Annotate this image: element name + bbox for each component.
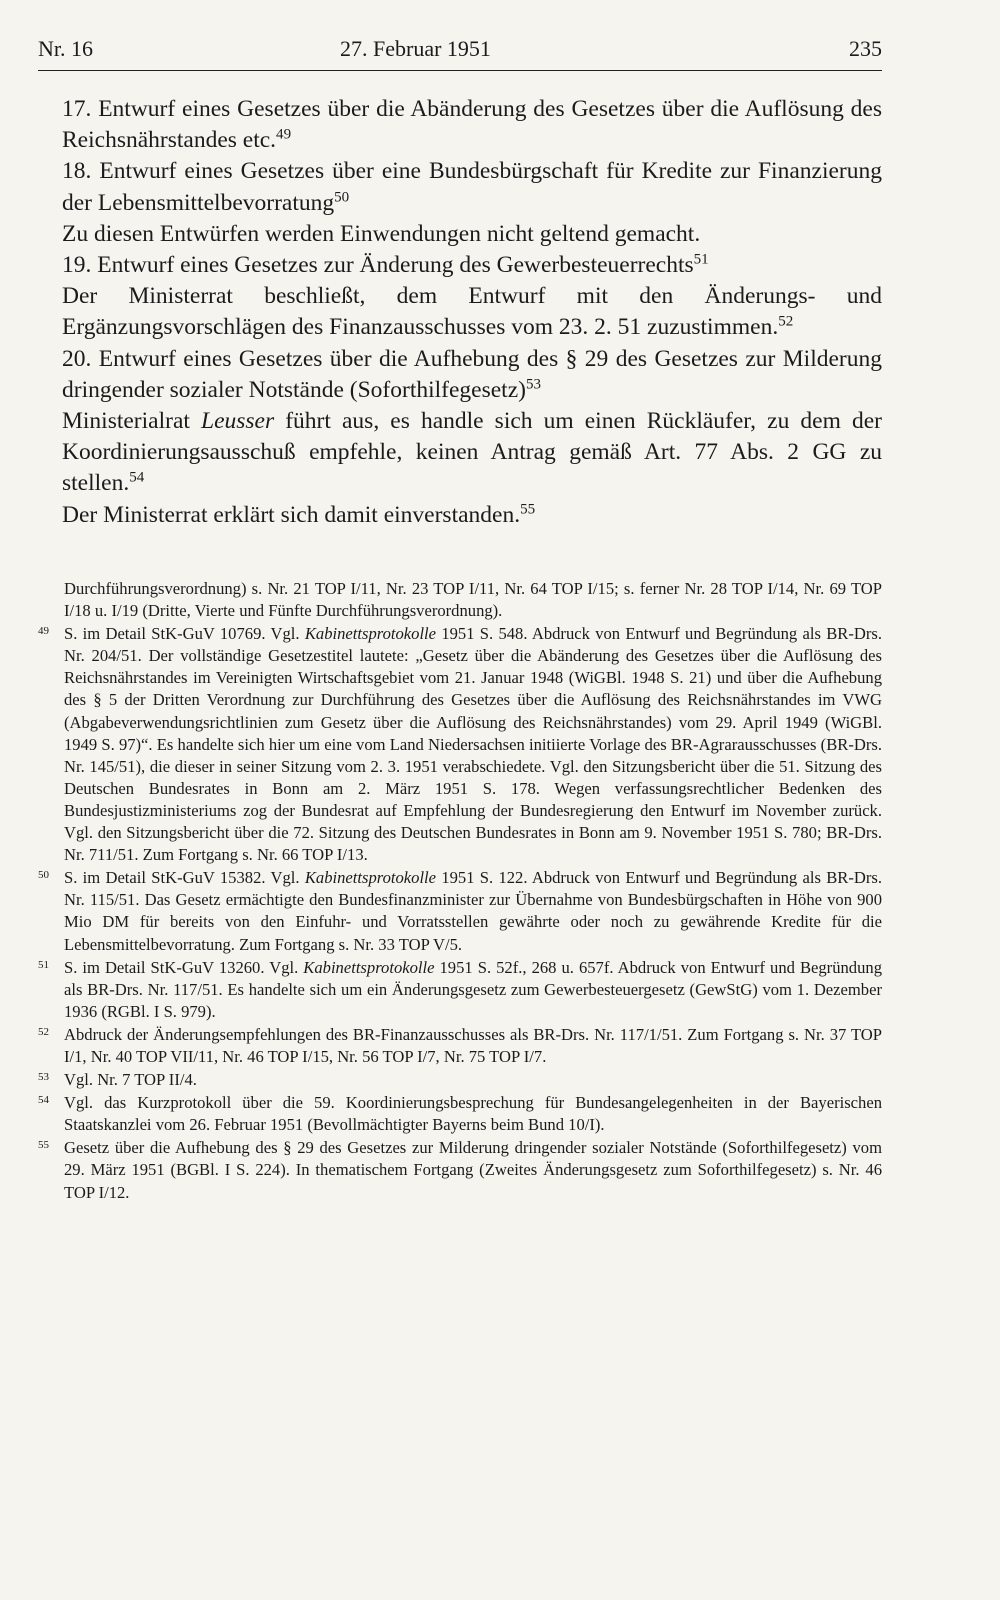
footnote-ref-52: 52	[778, 314, 794, 331]
footnote-ref-51: 51	[693, 251, 709, 268]
running-header	[38, 34, 882, 71]
footnote-50: 50 S. im Detail StK-GuV 15382. Vgl. Kabinettsprotokolle 1951 S. 122. Abdruck von Entwurf und Begründung als BR-Drs. Nr. 115/51. Das Gesetz ermächtigte den Bundesfinanzminister zur Übernahme von Bundesbürgschaften in Höhe von 900 Mio DM für bereits von den Einfuhr- und Vorratsstellen gewährte oder noch zu gewährende Kredite für die Lebensmittelbevorratung. Zum Fortgang s. Nr. 33 TOP V/5.	[38, 868, 883, 954]
footnote-55: 55 Gesetz über die Aufhebung des § 29 des Gesetzes zur Milderung dringender sozialer Notstände (Soforthilfegesetz) vom 29. März 1951 (BGBl. I S. 224). In thematischem Fortgang (Zweites Änderungsgesetz zum Soforthilfegesetz) s. Nr. 46 TOP I/12.	[38, 1138, 882, 1202]
footnote-49: 49 S. im Detail StK-GuV 10769. Vgl. Kabinettsprotokolle 1951 S. 548. Abdruck von Entwurf und Begründung als BR-Drs. Nr. 204/51. Der vollständige Gesetzestitel lautete: „Gesetz über die Abänderung des Gesetzes über die Auflösung des Reichsnährstandes im Vereinigten Wirtschaftsgebiet vom 21. Januar 1948 (WiGBl. 1948 S. 21) und über die Aufhebung des § 5 der Dritten Verordnung zur Durchführung des Gesetzes über die Auflösung des Reichsnährstandes im VWG (Abgabeverwendungsrichtlinien zum Gesetz über die Auflösung des Reichsnährstandes) vom 29. April 1949 (WiGBl. 1949 S. 97)“. Es handelte sich hier um eine vom Land Niedersachsen initiierte Vorlage des BR-Agrarausschusses (BR-Drs. Nr. 145/51), die dieser in seiner Sitzung vom 2. 3. 1951 verabschiedete. Vgl. den Sitzungsbericht über die 51. Sitzung des Deutschen Bundesrates in Bonn am 2. März 1951 S. 178. Wegen verfassungsrechtlicher Bedenken des Bundesjustizministeriums zog der Bundesrat auf Empfehlung der Bundesregierung den Entwurf im November zurück. Vgl. den Sitzungsbericht über die 72. Sitzung des Deutschen Bundesrates in Bonn am 9. November 1951 S. 780; BR-Drs. Nr. 711/51. Zum Fortgang s. Nr. 66 TOP I/13.	[38, 624, 883, 865]
item-20: 20. Entwurf eines Gesetzes über die Aufhebung des § 29 des Gesetzes zur Milderung dringender sozialer Notstände (Soforthilfegesetz)$^{53}$	[62, 345, 882, 403]
footnote-ref-50: 50	[334, 189, 350, 206]
item-20-statement: Ministerialrat Leusser führt aus, es handle sich um einen Rückläufer, zu dem der Koordinierungsausschuß empfehle, keinen Antrag gemäß Art. 77 Abs. 2 GG zu stellen.$^{54}$	[62, 408, 882, 497]
footnotes	[38, 578, 882, 1204]
footnote-53: 53 Vgl. Nr. 7 TOP II/4.	[38, 1070, 197, 1090]
footnote-52: 52 Abdruck der Änderungsempfehlungen des BR-Finanzausschusses als BR-Drs. Nr. 117/1/51. Zum Fortgang s. Nr. 37 TOP I/1, Nr. 40 TOP VII/11, Nr. 46 TOP I/15, Nr. 56 TOP I/7, Nr. 75 TOP I/7.	[38, 1024, 882, 1066]
item-17: 17. Entwurf eines Gesetzes über die Abänderung des Gesetzes über die Auflösung des Reichsnährstandes etc.$^{49}$	[62, 96, 882, 154]
item-19: 19. Entwurf eines Gesetzes zur Änderung des Gewerbesteuerrechts$^{51}$	[62, 251, 709, 279]
issue-number: Nr. 16	[38, 36, 93, 61]
footnote-ref-53: 53	[525, 376, 541, 393]
speaker-name: Leusser	[201, 408, 275, 435]
item-18: 18. Entwurf eines Gesetzes über eine Bundesbürgschaft für Kredite zur Finanzierung der Lebensmittelbevorratung$^{50}$	[62, 158, 882, 216]
item-19-decision: Der Ministerrat beschließt, dem Entwurf mit den Änderungs- und Ergänzungsvorschlägen des Finanzausschusses vom 23. 2. 51 zuzustimmen.$^{52}$	[62, 283, 882, 341]
footnote-51: 51 S. im Detail StK-GuV 13260. Vgl. Kabinettsprotokolle 1951 S. 52f., 268 u. 657f. Abdruck von Entwurf und Begründung als BR-Drs. Nr. 117/51. Es handelte sich um ein Änderungsgesetz zum Gewerbesteuergesetz (GewStG) vom 1. Dezember 1936 (RGBl. I S. 979).	[38, 957, 882, 1021]
meeting-date: 27. Februar 1951	[340, 36, 491, 61]
item-20-decision: Der Ministerrat erklärt sich damit einverstanden.$^{55}$	[62, 501, 536, 528]
footnote-54: 54 Vgl. das Kurzprotokoll über die 59. Koordinierungsbesprechung für Bundesangelegenheiten in der Bayerischen Staatskanzlei vom 26. Februar 1951 (Bevollmächtigter Bayerns beim Bund 10/I).	[38, 1093, 882, 1135]
page-number: 235	[849, 36, 882, 61]
footnote-continued: Durchführungsverordnung) s. Nr. 21 TOP I/11, Nr. 23 TOP I/11, Nr. 64 TOP I/15; s. ferner Nr. 28 TOP I/14, Nr. 69 TOP I/18 u. I/19 (Dritte, Vierte und Fünfte Durchführungsverordnung).	[64, 579, 882, 621]
footnote-ref-55: 55	[520, 501, 536, 518]
footnote-ref-54: 54	[129, 470, 145, 487]
item-18-decision: Zu diesen Entwürfen werden Einwendungen nicht geltend gemacht.	[62, 220, 701, 247]
main-text	[38, 94, 882, 531]
footnote-ref-49: 49	[276, 126, 292, 143]
